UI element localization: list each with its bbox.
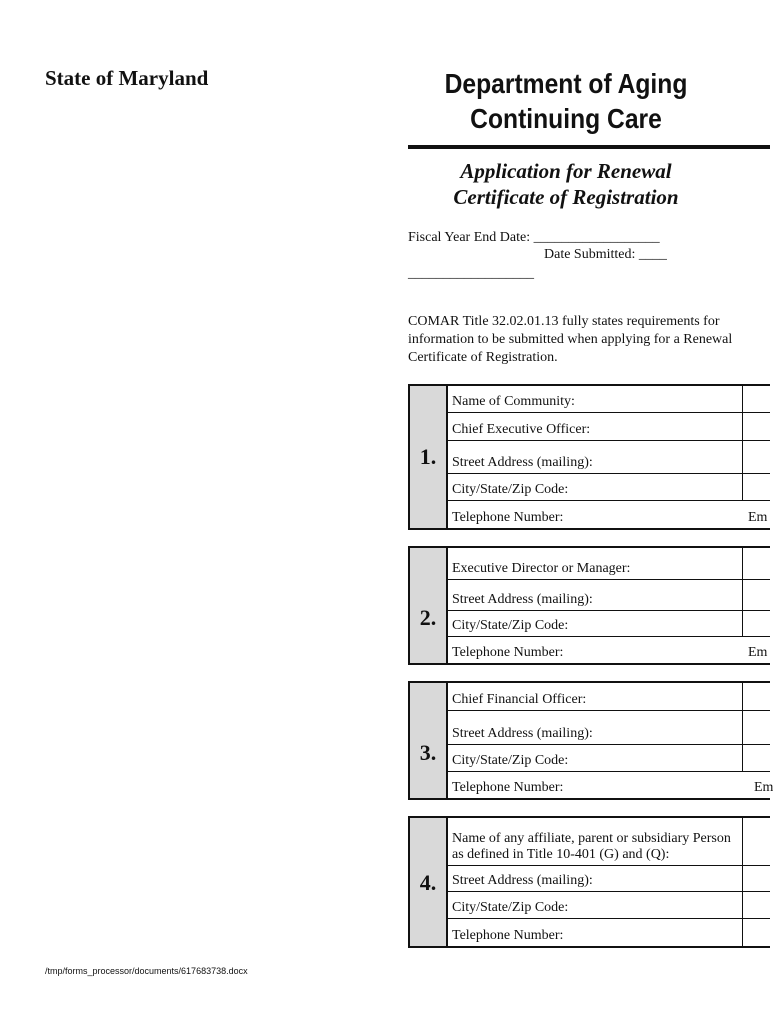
field-label: Telephone Number: (452, 780, 564, 795)
field-row[interactable] (446, 683, 770, 711)
field-row[interactable] (446, 413, 770, 441)
field-row[interactable] (446, 772, 773, 798)
department-line-1: Department of Aging (444, 68, 688, 99)
section-number-cell (408, 548, 448, 663)
field-row[interactable] (446, 501, 770, 528)
title-rule (408, 145, 770, 149)
field-input[interactable] (742, 745, 770, 771)
field-label: Street Address (mailing): (452, 873, 593, 888)
field-row[interactable] (446, 441, 770, 474)
field-row[interactable] (446, 818, 770, 866)
field-input[interactable] (742, 386, 770, 412)
application-title (407, 158, 725, 210)
field-input[interactable] (742, 611, 770, 636)
field-input[interactable] (742, 818, 770, 865)
section-1 (408, 384, 770, 530)
field-label: City/State/Zip Code: (452, 618, 569, 633)
field-label: Street Address (mailing): (452, 726, 593, 741)
section-number: 4. (419, 870, 437, 895)
date-submitted-continuation[interactable]: __________________ (408, 266, 534, 281)
field-row[interactable] (446, 711, 770, 745)
field-label: City/State/Zip Code: (452, 753, 569, 768)
app-title-line-1: Application for Renewal (460, 159, 672, 183)
field-label: Telephone Number: (452, 645, 564, 660)
field-row[interactable] (446, 919, 770, 946)
email-label: Em (748, 645, 768, 660)
field-row[interactable] (446, 611, 770, 637)
field-row[interactable] (446, 892, 770, 919)
field-row[interactable] (446, 474, 770, 501)
field-row[interactable] (446, 386, 770, 413)
section-number-cell (408, 818, 448, 946)
section-number: 3. (419, 740, 437, 765)
department-line-2: Continuing Care (470, 103, 662, 134)
field-label: Street Address (mailing): (452, 592, 593, 607)
field-input[interactable] (742, 441, 770, 473)
section-3 (408, 681, 773, 800)
field-label: City/State/Zip Code: (452, 900, 569, 915)
field-input[interactable] (742, 580, 770, 610)
field-input[interactable] (742, 919, 770, 946)
field-input[interactable] (742, 711, 770, 744)
app-title-line-2: Certificate of Registration (453, 185, 679, 209)
field-label: Executive Director or Manager: (452, 561, 631, 576)
department-title (426, 66, 706, 136)
field-row[interactable] (446, 580, 770, 611)
section-2 (408, 546, 770, 665)
field-label: Telephone Number: (452, 510, 564, 525)
section-4 (408, 816, 770, 948)
date-submitted-field[interactable]: Date Submitted: ____ (544, 247, 667, 262)
field-label: City/State/Zip Code: (452, 482, 569, 497)
file-path-footer: /tmp/forms_processor/documents/617683738.docx (45, 966, 248, 976)
field-label: Name of Community: (452, 394, 575, 409)
section-number-cell (408, 386, 448, 528)
field-row[interactable] (446, 745, 770, 772)
field-row[interactable] (446, 637, 770, 663)
field-input[interactable] (742, 413, 770, 440)
field-label: Chief Financial Officer: (452, 692, 587, 707)
section-number-cell (408, 683, 448, 798)
email-label: Em (748, 510, 768, 525)
state-heading: State of Maryland (45, 66, 209, 90)
field-label: Street Address (mailing): (452, 455, 593, 470)
section-number: 1. (419, 444, 437, 469)
comar-intro-text: COMAR Title 32.02.01.13 fully states requirements for information to be submitted when applying for a Renewal Certificate of Registration. (408, 314, 733, 365)
field-row[interactable] (446, 866, 770, 892)
section-number: 2. (419, 605, 437, 630)
field-input[interactable] (742, 866, 770, 891)
email-label: Em (754, 780, 773, 795)
field-input[interactable] (742, 474, 770, 500)
field-input[interactable] (742, 548, 770, 579)
field-input[interactable] (742, 892, 770, 918)
field-row[interactable] (446, 548, 770, 580)
field-label: Name of any affiliate, parent or subsidiary Person as defined in Title 10-401 (G) and (Q): (452, 831, 731, 862)
field-label: Chief Executive Officer: (452, 422, 591, 437)
field-input[interactable] (742, 683, 770, 710)
field-label: Telephone Number: (452, 928, 564, 943)
fiscal-year-end-field[interactable]: Fiscal Year End Date: __________________ (408, 230, 660, 245)
